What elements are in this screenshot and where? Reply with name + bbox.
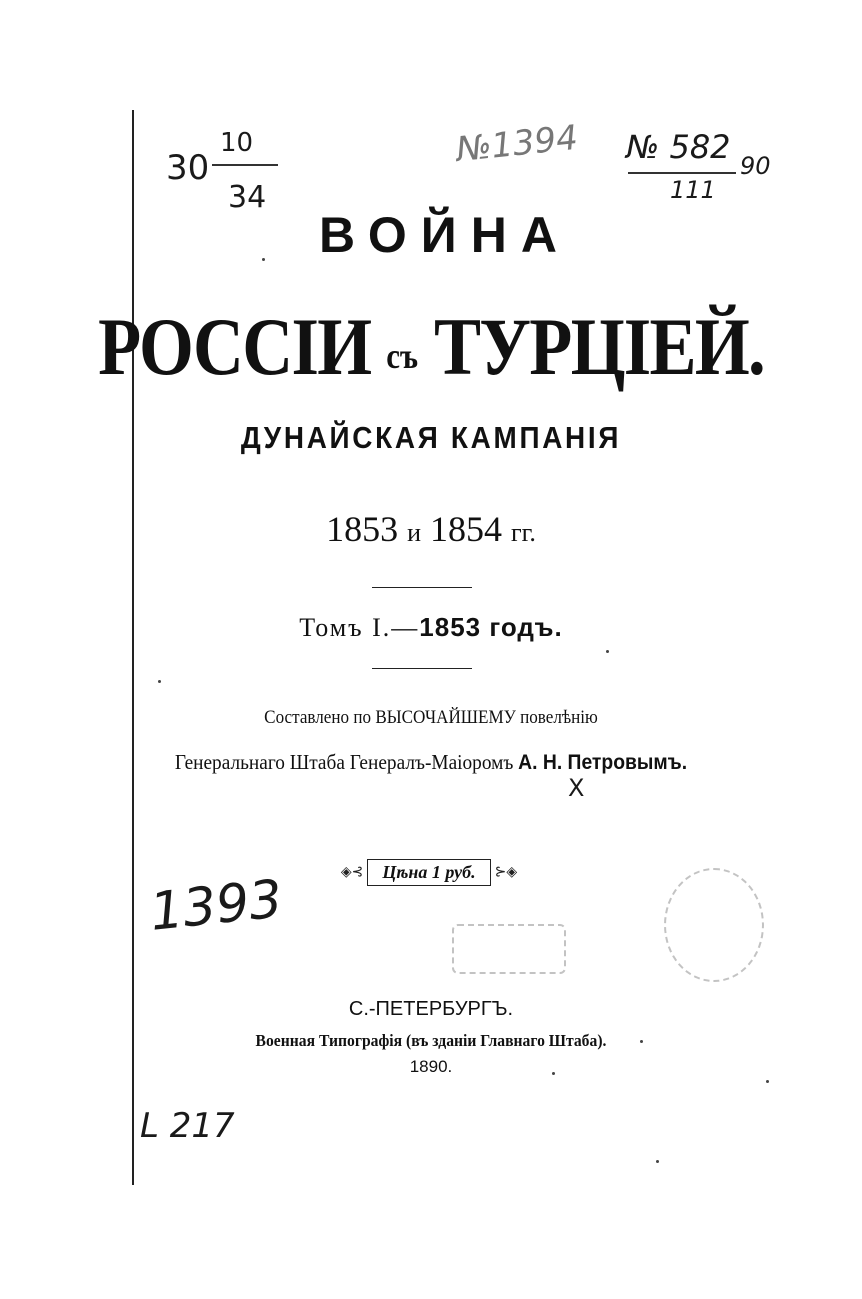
price-box: Цѣна 1 руб. xyxy=(367,859,490,886)
divider-rule-top xyxy=(372,587,472,588)
divider-rule-bottom xyxy=(372,668,472,669)
imprint-year: 1890. xyxy=(409,1057,453,1076)
faint-handwritten-number: №1394 xyxy=(454,117,580,171)
title-russia-turkey xyxy=(60,300,801,394)
volume-year: 1853 годъ. xyxy=(419,612,563,642)
scan-speck xyxy=(552,1072,555,1075)
handwritten-inventory-right: 90 xyxy=(740,152,771,180)
title-war: ВОЙНА xyxy=(319,207,571,263)
handwritten-shelf-denominator: 34 xyxy=(228,180,267,215)
author-rank: Генеральнаго Штаба Генералъ-Маіоромъ xyxy=(174,750,514,774)
handwritten-bottom-left-mark: L 217 xyxy=(140,1106,235,1146)
title-turkey: ТУРЦІЕЙ. xyxy=(433,301,764,392)
handwritten-fraction-bar xyxy=(212,164,278,166)
library-stamp-faint xyxy=(452,924,566,974)
scan-speck xyxy=(656,1160,659,1163)
scan-speck xyxy=(262,258,265,261)
author-line xyxy=(34,750,827,775)
handwritten-shelf-number: 30 xyxy=(166,148,210,188)
page-edge-line xyxy=(132,110,134,1185)
scan-speck xyxy=(766,1080,769,1083)
handwritten-inventory-sub: 111 xyxy=(670,176,716,204)
ornament-left-icon: ◈⊰ xyxy=(340,864,364,880)
title-russia: РОССІИ xyxy=(98,301,371,392)
handwritten-inventory-number: № 582 xyxy=(626,128,731,166)
handwritten-shelf-numerator: 10 xyxy=(220,128,254,158)
handwritten-side-number: 1393 xyxy=(147,869,286,943)
title-danube-campaign: ДУНАЙСКАЯ КАМПАНІЯ xyxy=(240,420,622,455)
imprint-city: С.-ПЕТЕРБУРГЪ. xyxy=(348,998,514,1020)
author-name: А. Н. Петровымъ. xyxy=(518,751,688,774)
handwritten-inventory-rule xyxy=(628,172,736,174)
scan-speck xyxy=(158,680,161,683)
imprint-press: Военная Типографія (въ зданіи Главнаго Штаба). xyxy=(255,1031,607,1050)
ornament-right-icon: ⊱◈ xyxy=(494,864,518,880)
title-years xyxy=(0,508,862,550)
library-stamp-round xyxy=(664,868,764,982)
years-and: и xyxy=(407,518,421,547)
volume-prefix: Томъ I.— xyxy=(299,613,420,642)
year-end: 1854 xyxy=(430,509,502,549)
price-label xyxy=(334,857,524,887)
handwritten-x-mark: X xyxy=(568,774,585,802)
scan-speck xyxy=(640,1040,643,1043)
title-with: съ xyxy=(386,336,419,376)
year-start: 1853 xyxy=(326,509,399,549)
scan-speck xyxy=(606,650,609,653)
years-suffix: гг. xyxy=(511,518,536,547)
composed-by-line: Составлено по ВЫСОЧАЙШЕМУ повелѣнію xyxy=(264,707,598,728)
volume-line xyxy=(0,612,862,643)
